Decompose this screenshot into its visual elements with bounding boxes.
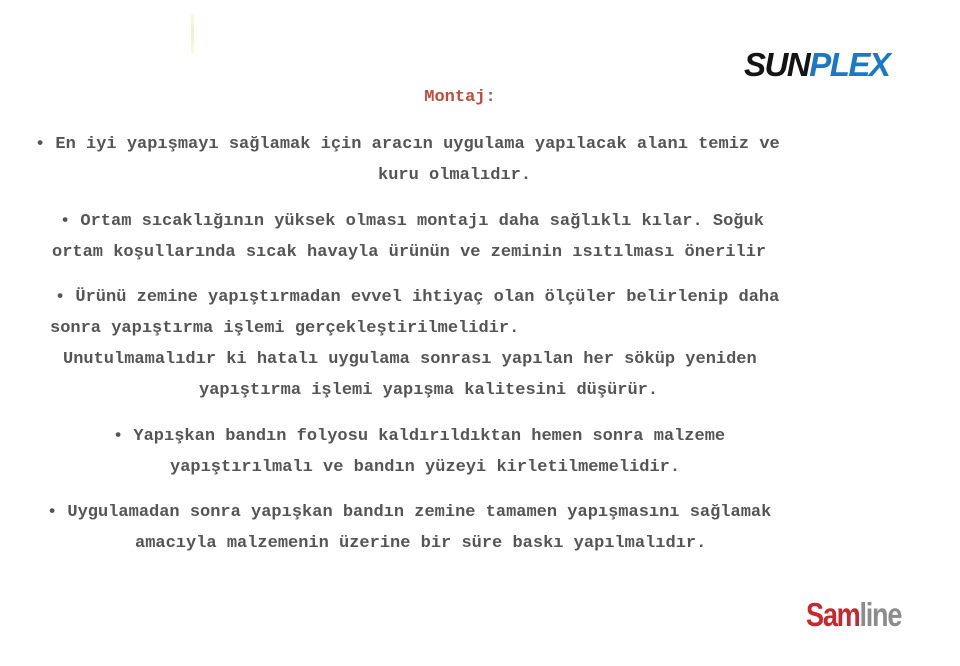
samline-logo-line: line (859, 596, 902, 633)
text-line: • Yapışkan bandın folyosu kaldırıldıktan hemen sonra malzeme (113, 427, 726, 446)
samline-logo-sam: Sam (806, 596, 860, 633)
text-line: ortam koşullarında sıcak havayla ürünün ve zeminin ısıtılması önerilir (52, 243, 767, 262)
sunplex-logo-sun: SUN (744, 45, 810, 83)
section-heading: Montaj: (424, 88, 496, 107)
text-line: amacıyla malzemenin üzerine bir süre baskı yapılmalıdır. (135, 534, 707, 553)
text-line: • Uygulamadan sonra yapışkan bandın zemine tamamen yapışmasını sağlamak (47, 503, 772, 522)
text-line: Unutulmamalıdır ki hatalı uygulama sonrası yapılan her söküp yeniden (63, 350, 757, 369)
sunplex-logo (744, 44, 889, 84)
sunplex-logo-plex: PLEX (809, 45, 890, 83)
text-line: yapıştırma işlemi yapışma kalitesini düşürür. (199, 381, 659, 400)
text-line: • Ortam sıcaklığının yüksek olması montajı daha sağlıklı kılar. Soğuk (60, 212, 764, 231)
scan-artifact-mark (191, 14, 194, 54)
text-line: kuru olmalıdır. (378, 166, 532, 185)
samline-logo (806, 598, 901, 631)
text-line: sonra yapıştırma işlemi gerçekleştirilmelidir. (50, 319, 520, 338)
text-line: • Ürünü zemine yapıştırmadan evvel ihtiyaç olan ölçüler belirlenip daha (55, 288, 780, 307)
text-line: yapıştırılmalı ve bandın yüzeyi kirletilmemelidir. (170, 458, 681, 477)
text-line: • En iyi yapışmayı sağlamak için aracın uygulama yapılacak alanı temiz ve (35, 135, 780, 154)
